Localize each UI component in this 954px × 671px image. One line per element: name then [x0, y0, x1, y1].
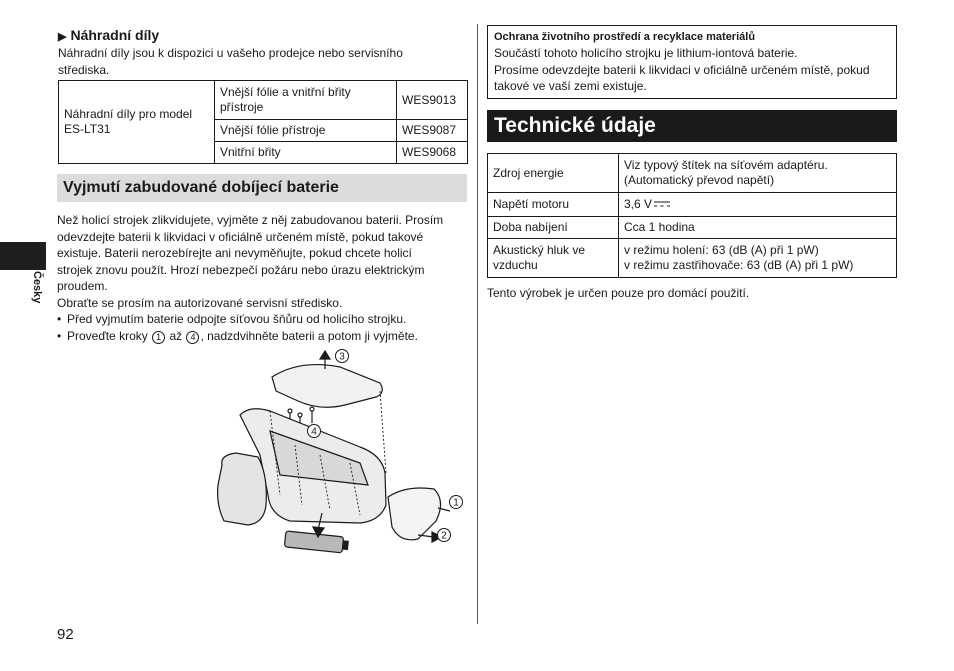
spec-note: Tento výrobek je určen pouze pro domácí použití.	[487, 286, 750, 300]
parts-table	[58, 80, 468, 164]
environment-notice-box	[487, 25, 897, 99]
part-name: Vnitřní břity	[215, 142, 397, 164]
list-item: • Před vyjmutím baterie odpojte síťovou šňůru od holicího strojku.	[57, 311, 449, 328]
parts-intro: Náhradní díly jsou k dispozici u vašeho prodejce nebo servisního střediska.	[58, 46, 403, 77]
battery-instructions	[57, 212, 449, 344]
part-name: Vnější fólie přístroje	[215, 120, 397, 142]
battery-removal-illustration	[210, 345, 470, 560]
part-name: Vnější fólie a vnitřní břity přístroje	[215, 81, 397, 120]
spec-value: Viz typový štítek na síťovém adaptéru. (Automatický převod napětí)	[619, 154, 897, 193]
table-row	[488, 217, 897, 239]
spec-value: 3,6 V	[619, 193, 897, 217]
table-row	[488, 193, 897, 217]
environment-notice-title: Ochrana životního prostředí a recyklace materiálů	[494, 31, 756, 43]
column-divider	[477, 24, 478, 624]
part-code: WES9068	[397, 142, 468, 164]
step-number-badge: 4	[186, 331, 199, 344]
spec-label: Doba nabíjení	[488, 217, 619, 239]
step-marker-2: 2	[441, 530, 447, 542]
spec-value: v režimu holení: 63 (dB (A) při 1 pW) v režimu zastřihovače: 63 (dB (A) při 1 pW)	[619, 239, 897, 278]
list-item: • Proveďte kroky 1 až 4 , nadzdvihněte baterii a potom ji vyjměte.	[57, 328, 449, 345]
up-arrow-icon	[320, 351, 330, 359]
table-row	[488, 154, 897, 193]
top-cover-shape	[272, 365, 382, 408]
step-marker-1: 1	[453, 497, 459, 509]
step-number-badge: 1	[152, 331, 165, 344]
battery-section-heading: Vyjmutí zabudované dobíjecí baterie	[57, 174, 467, 202]
battery-service-note: Obraťte se prosím na autorizované servisní středisko.	[57, 295, 343, 310]
shaver-head-shape	[218, 453, 267, 525]
page-number: 92	[57, 626, 74, 643]
language-tab	[0, 242, 46, 270]
spec-label: Zdroj energie	[488, 154, 619, 193]
part-code: WES9013	[397, 81, 468, 120]
model-label: Náhradní díly pro model ES-LT31	[59, 81, 215, 164]
battery-paragraph: Než holicí strojek zlikvidujete, vyjměte z něj zabudovanou baterii. Prosím odevzdejte baterii k likvidaci v oficiálně určeném místě, pokud takové existuje. Baterii nerozebírejte ani nevyměňujte, pokud chcete holicí strojek znovu použít. Hrozí nebezpečí požáru nebo úrazu elektrickým proudem.	[57, 213, 444, 293]
step-marker-4: 4	[311, 426, 317, 438]
part-code: WES9087	[397, 120, 468, 142]
technical-data-heading: Technické údaje	[487, 110, 897, 142]
step-marker-3: 3	[339, 351, 345, 363]
spec-table	[487, 153, 897, 278]
battery-steps-list	[57, 311, 449, 344]
triangle-bullet-icon: ▶	[58, 31, 67, 43]
spec-value: Cca 1 hodina	[619, 217, 897, 239]
parts-heading: ▶ Náhradní díly	[58, 27, 160, 43]
spec-label: Napětí motoru	[488, 193, 619, 217]
spec-label: Akustický hluk ve vzduchu	[488, 239, 619, 278]
environment-notice-text: Součástí tohoto holicího strojku je lithium-iontová baterie. Prosíme odevzdejte baterii k likvidaci v oficiálně určeném místě, pokud takové ve vaší zemi existuje.	[494, 46, 870, 93]
dc-current-icon	[654, 200, 670, 208]
table-row	[488, 239, 897, 278]
table-row	[59, 81, 468, 120]
language-label: Česky	[31, 271, 43, 304]
